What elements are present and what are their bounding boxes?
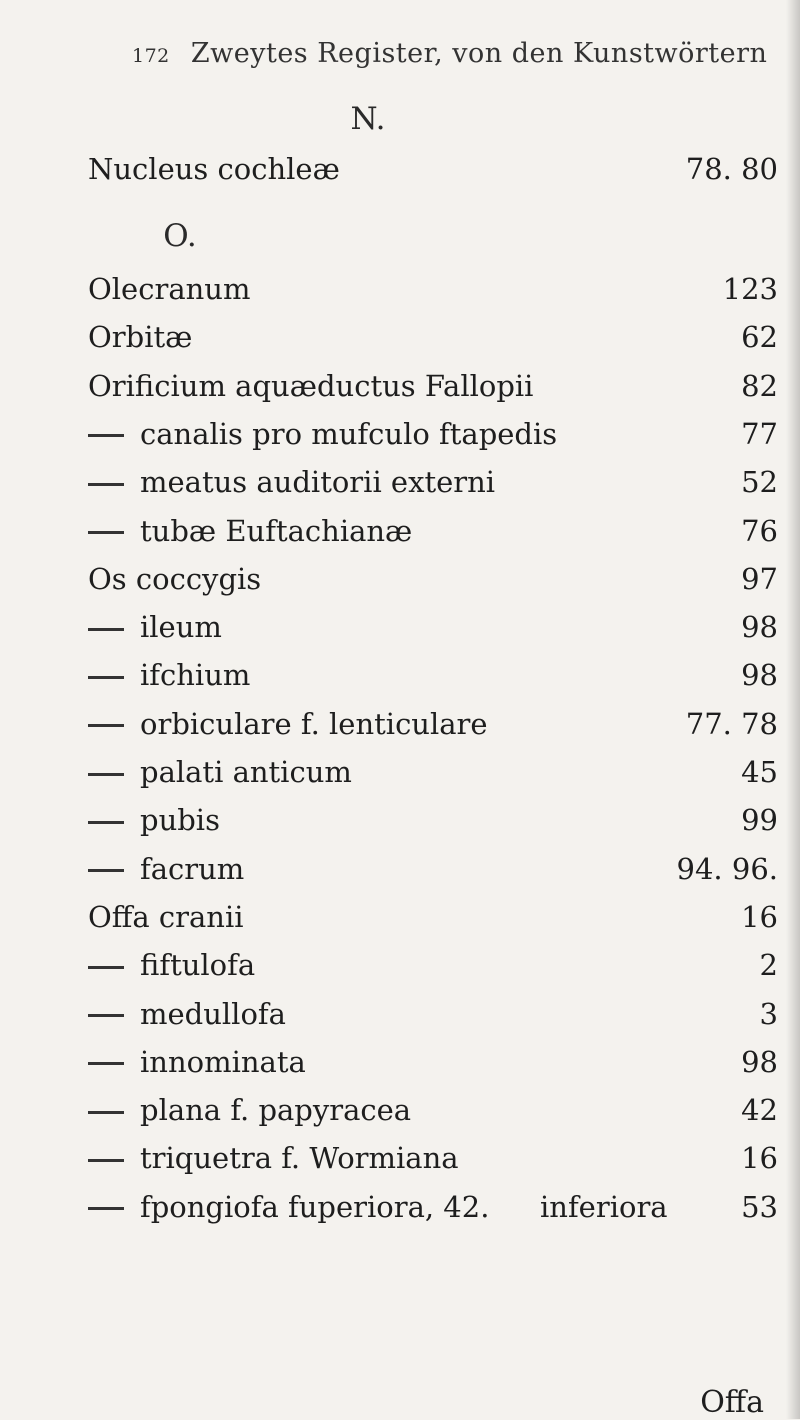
entry-pages: 42 [741,1093,778,1128]
entry-pages: 77. 78 [685,706,778,741]
ditto-dash [88,1159,124,1162]
entry-term [88,459,495,505]
index-entry [88,1039,778,1085]
index-entry [88,846,778,892]
index-entry [88,701,778,747]
entry-pages: 45 [741,755,778,789]
entry-pages: 98 [741,1044,778,1079]
entry-term-text: tubæ Euftachianæ [140,513,413,548]
entry-term-text: palati anticum [140,755,352,789]
ditto-dash [88,869,124,872]
entry-pages: 97 [741,561,778,596]
entry-pages: 52 [741,465,778,500]
entry-term-text: Orificium aquæductus Fallopii [88,368,534,403]
entry-term-text: Orbitæ [88,320,193,355]
entry-term-text: canalis pro mufculo ftapedis [140,416,558,451]
entry-pages: 2 [759,948,778,983]
ditto-dash [88,966,124,969]
index-entry [88,556,778,602]
entry-term-text: meatus auditorii externi [140,465,496,500]
section-letter-n: N. [350,101,386,137]
entry-term-text: medullofa [140,996,286,1031]
ditto-dash [88,483,124,486]
entry-pages: 99 [741,803,778,838]
ditto-dash [88,1014,124,1017]
entry-term [88,701,488,747]
entry-term [88,797,220,843]
entry-term [88,942,255,988]
entry-term [88,508,412,554]
ditto-dash [88,1207,124,1210]
entry-term [88,604,222,650]
index-entry [88,942,778,988]
entry-term: Nucleus cochleæ [88,152,340,186]
index-entry [88,991,778,1037]
entry-term-text: Os coccygis [88,561,262,596]
index-entry [88,797,778,843]
ditto-dash [88,1062,124,1065]
index-entry [88,411,778,457]
running-header [132,38,767,69]
ditto-dash [88,628,124,631]
entry-term-text: plana f. papyracea [140,1093,412,1128]
ditto-dash [88,773,124,776]
entry-term-text: orbiculare f. lenticulare [140,706,488,741]
entry-pages: 94. 96. [676,851,778,886]
entry-term [88,314,192,360]
index-entry [88,749,778,795]
entry-term-text: facrum [140,851,245,886]
entry-term-text: triquetra f. Wormiana [140,1141,459,1176]
entry-term [88,1184,489,1230]
entry-term-text: ileum [140,610,222,645]
entry-term [88,652,250,698]
section-letter-o: O. [163,218,197,254]
ditto-dash [88,531,124,534]
entry-term-text: ifchium [140,658,251,693]
entry-pages: 3 [759,996,778,1031]
entry-term-text: fiftulofa [140,948,256,983]
entry-term [88,411,557,457]
entry-term [88,1087,411,1133]
entry-pages: 123 [722,272,778,306]
entry-term [88,1039,306,1085]
index-entry [88,604,778,650]
catchword: Offa [700,1385,764,1420]
entry-pages: 78. 80 [685,152,778,186]
index-entry [88,314,778,360]
entry-pages: 98 [741,658,778,693]
running-title: Zweytes Register, von den Kunstwörtern [190,38,768,69]
entry-term-text: pubis [140,803,220,838]
index-entry [88,363,778,409]
index-entry [88,1135,778,1181]
entry-pages: 53 [741,1189,778,1224]
entry-term-text: fpongiofa fuperiora, 42. [140,1189,490,1224]
entry-pages: 16 [741,899,778,934]
entry-pages: 76 [741,513,778,548]
entry-pages: 62 [741,320,778,355]
entry-term [88,846,244,892]
page-number: 172 [132,45,170,67]
index-entry [88,652,778,698]
index-entry [88,508,778,554]
ditto-dash [88,676,124,679]
entry-term [88,266,250,312]
ditto-dash [88,724,124,727]
index-entry [88,146,778,192]
page-edge-shadow [786,0,800,1419]
entry-term-text: Olecranum [88,272,251,306]
index-entry [88,1087,778,1133]
ditto-dash [88,821,124,824]
entry-term [88,991,286,1037]
entry-term-text: Offa cranii [88,899,244,934]
entry-term [88,749,352,795]
entry-pages: 98 [741,610,778,645]
index-entry [88,1184,778,1230]
entry-term [88,363,533,409]
index-entry [88,266,778,312]
entry-pages: 82 [741,368,778,403]
index-entry [88,459,778,505]
entry-term [88,1135,459,1181]
entry-term [88,894,244,940]
entry-pages: 16 [741,1141,778,1176]
entry-extra: inferiora [540,1189,668,1224]
entry-term-text: innominata [140,1044,306,1079]
ditto-dash [88,1111,124,1114]
ditto-dash [88,434,124,437]
entry-pages: 77 [741,416,778,451]
entry-term [88,556,261,602]
index-entry [88,894,778,940]
